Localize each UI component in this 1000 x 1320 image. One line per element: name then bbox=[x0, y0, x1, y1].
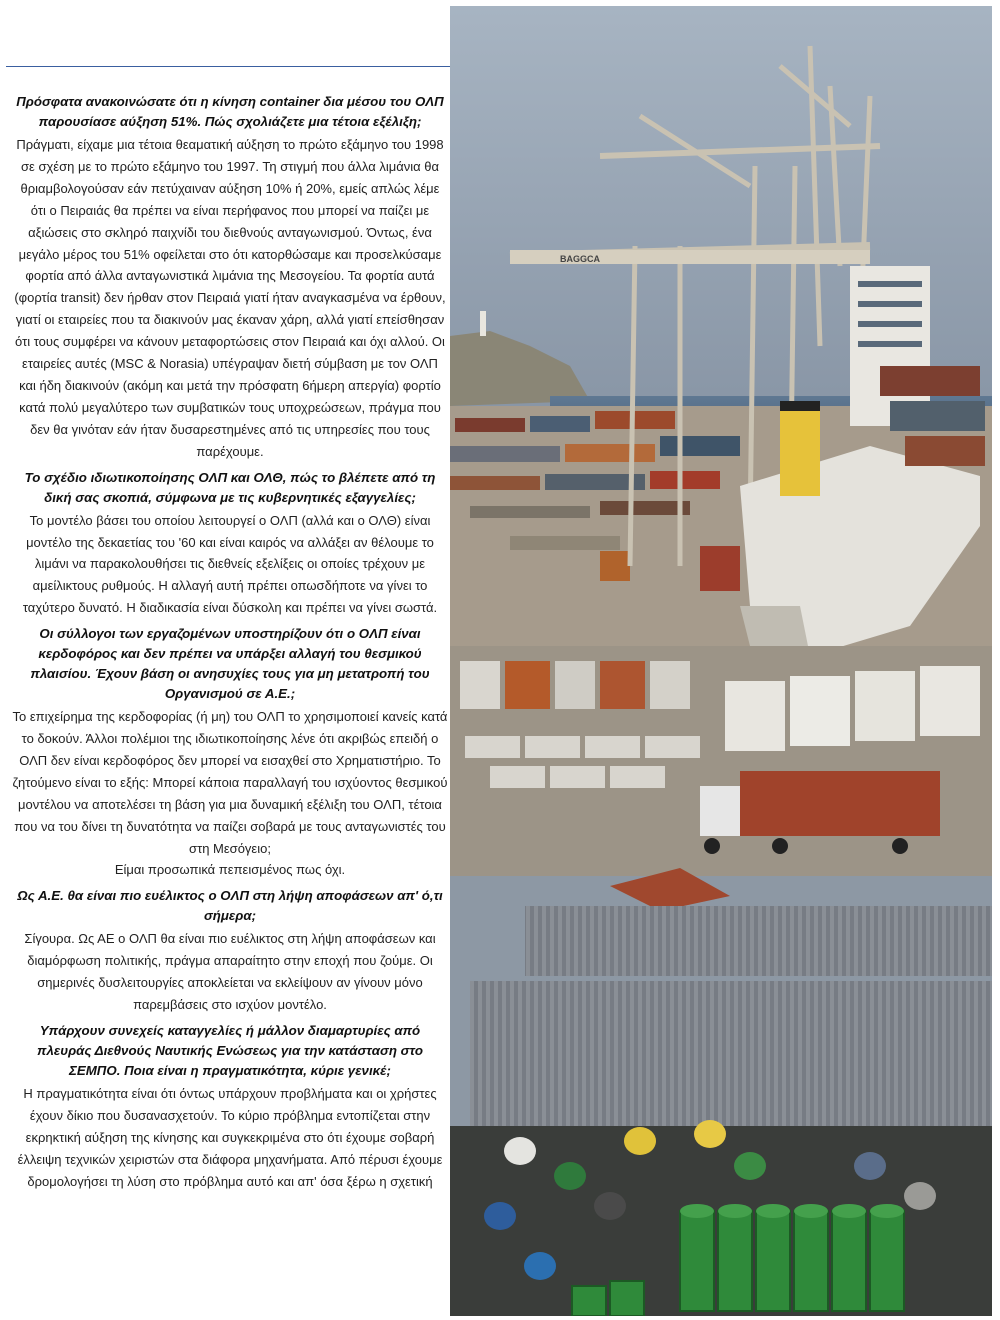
answer-4: Σίγουρα. Ως ΑΕ ο ΟΛΠ θα είναι πιο ευέλικτος στη λήψη αποφάσεων και διαμόρφωση πολιτικής, πράγμα απαραίτητο στην εποχή που ζούμε. Οι σημερινές δυσλειτουργίες αποκλείεται να εκλείψουν αν γίνουν μόνο παρεμβάσεις στο ισχύον μοντέλο. bbox=[24, 931, 436, 1013]
question-4: Ως Α.Ε. θα είναι πιο ευέλικτος ο ΟΛΠ στη λήψη αποφάσεων απ' ό,τι σήμερα; bbox=[17, 888, 443, 924]
warehouse-roof-lower bbox=[470, 981, 992, 1126]
ship-funnel bbox=[780, 406, 820, 496]
question-3: Οι σύλλογοι των εργαζομένων υποστηρίζουν ότι ο ΟΛΠ είναι κερδοφόρος και δεν πρέπει να υπάρξει αλλαγή του θεσμικού πλαισίου. Έχουν βάση οι ανησυχίες τους για μη μετατροπή του Οργανισμού σε Α.Ε.; bbox=[30, 626, 430, 702]
lighthouse bbox=[480, 311, 486, 336]
answer-3-conclusion: Είμαι προσωπικά πεπεισμένος πως όχι. bbox=[114, 862, 346, 878]
answer-2: Το μοντέλο βάσει του οποίου λειτουργεί ο ΟΛΠ (αλλά και ο ΟΛΘ) είναι μοντέλο της δεκαετίας του '60 και είναι καιρός να αλλάξει αν θέλουμε το λιμάνι να παρακολουθήσει τις διεθνείς εξελίξεις οι οποίες τρέχουν με αμείλικτους ρυθμούς. Η αλλαγή αυτή πρέπει οπωσδήποτε να γίνει το ταχύτερο δυνατό. Η διαδικασία είναι δύσκολη και πρέπει να γίνει σωστά. bbox=[22, 512, 438, 616]
question-2: Το σχέδιο ιδιωτικοποίησης ΟΛΠ και ΟΛΘ, πώς το βλέπετε από τη δική σας σκοπιά, σύμφωνα με τις κυβερνητικές εξαγγελίες; bbox=[24, 469, 436, 505]
answer-3: Το επιχείρημα της κερδοφορίας (ή μη) του ΟΛΠ το χρησιμοποιεί κανείς κατά το δοκούν. Άλλοι πολέμιοι της ιδιωτικοποίησης λένε ότι ακριβώς επειδή ο ΟΛΠ δεν είναι κερδοφόρος δεν μπορεί να εισαχθεί στο Χρηματιστήριο. Το ζητούμενο είναι το εξής: Μπορεί κάποια παραλλαγή του ισχύοντος θεσμικού μοντέλου να αποτελέσει τη βάση για μια δυναμική εξέλιξη του ΟΛΠ, τέτοια που να του δίνει τη δυνατότητα να παίζει σοβαρά με τους ανταγωνιστές του στη Μεσόγειο; bbox=[12, 709, 448, 856]
warehouse-roof-upper bbox=[525, 906, 992, 976]
answer-1: Πράγματι, είχαμε μια τέτοια θεαματική αύξηση το πρώτο εξάμηνο του 1998 σε σχέση με το πρώτο εξάμηνο του 1997. Τη στιγμή που άλλα λιμάνια θα θριαμβολογούσαν εάν πετύχαιναν αύξηση 10% ή 20%, εμείς απλώς λέμε ότι ο Πειραιάς θα πρέπει να είναι περήφανος που μπορεί να παίζει με αξιώσεις στο σκληρό παιχνίδι του διεθνούς ανταγωνισμού. Όντως, ένα μεγάλο μέρος του 51% οφείλεται στο ότι κατορθώσαμε και προσελκύσαμε φορτία από άλλα ανταγωνιστικά λιμάνια της Μεσογείου. Τα φορτία αυτά (φορτία transit) δεν ήρθαν στον Πειραιά γιατί ήταν αναγκασμένα να έρθουν, γιατί οι εταιρείες που τα διακινούν μας έκαναν χάρη, αλλά γιατί επείσθησαν ότι τους συμφέρει να κάνουν μεταφορτώσεις στον Πειραιά και όχι αλλού. Οι εταιρείες αυτές (MSC & Norasia) υπέγραψαν διετή σύμβαση με τον ΟΛΠ και ήδη διακινούν (ακόμη και μετά την πρόσφατη 6ήμερη απεργία) φορτίο κατά πολύ μεγαλύτερο των συμβατικών τους υποχρεώσεων, πράγμα που δεν θα γινόταν εάν ήταν δυσαρεστημένες από τις υπηρεσίες που τους παρέχουμε. bbox=[14, 137, 446, 459]
interview-column bbox=[12, 92, 448, 1198]
crane-lettering: BAGGCA bbox=[560, 254, 600, 264]
top-rule bbox=[6, 66, 450, 67]
truck-container bbox=[740, 771, 940, 836]
question-1: Πρόσφατα ανακοινώσατε ότι η κίνηση container δια μέσου του ΟΛΠ παρουσίασε αύξηση 51%. Πώς σχολιάζετε μια τέτοια εξέλιξη; bbox=[16, 94, 444, 129]
port-photo bbox=[450, 6, 992, 1316]
answer-5: Η πραγματικότητα είναι ότι όντως υπάρχουν προβλήματα και οι χρήστες έχουν δίκιο που δυσανασχετούν. Το κύριο πρόβλημα εντοπίζεται στην εκρηκτική αύξηση της κίνησης και συγκεκριμένα στο ότι έχουμε σοβαρή έλλειψη τεχνικών χειριστών στα διάφορα μηχανήματα. Από πέρυσι έχουμε δρομολογήσει τη λύση στο πρόβλημα αυτό και απ' όσα ξέρω η σχετική bbox=[17, 1086, 443, 1189]
port-photo-illustration bbox=[450, 6, 992, 1316]
truck-cab bbox=[700, 786, 740, 836]
question-5: Υπάρχουν συνεχείς καταγγελίες ή μάλλον διαμαρτυρίες από πλευράς Διεθνούς Ναυτικής Ενώσεως για την κατάσταση στο ΣΕΜΠΟ. Ποια είναι η πραγματικότητα, κύριε γενικέ; bbox=[36, 1023, 424, 1078]
